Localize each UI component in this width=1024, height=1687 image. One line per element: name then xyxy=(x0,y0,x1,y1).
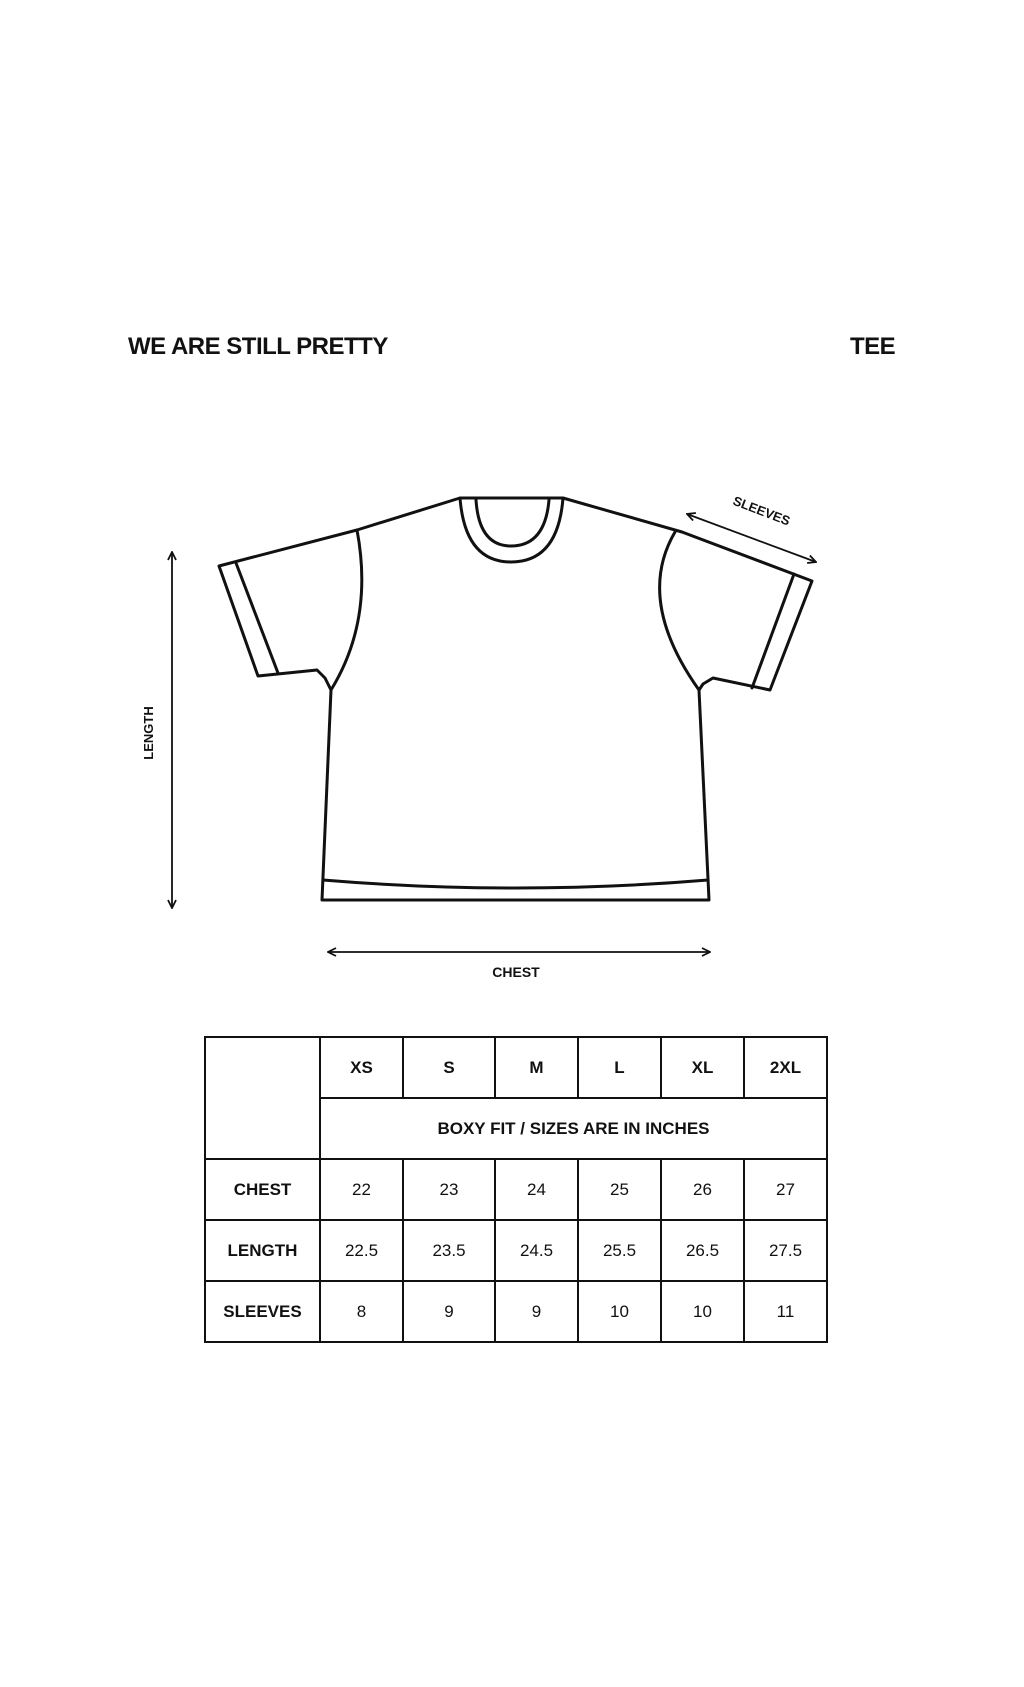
size-header-xl: XL xyxy=(661,1037,744,1098)
table-cell: 25.5 xyxy=(578,1220,661,1281)
sleeves-label: SLEEVES xyxy=(730,493,793,529)
table-cell: 26 xyxy=(661,1159,744,1220)
left-sleeve-cuff xyxy=(236,563,278,673)
table-cell: 9 xyxy=(403,1281,495,1342)
size-header-row xyxy=(205,1037,827,1098)
table-cell: 24 xyxy=(495,1159,578,1220)
table-row xyxy=(205,1159,827,1220)
table-corner-cell xyxy=(205,1037,320,1159)
table-cell: 8 xyxy=(320,1281,403,1342)
table-cell: 10 xyxy=(661,1281,744,1342)
table-cell: 23.5 xyxy=(403,1220,495,1281)
sleeves-arrow xyxy=(687,514,816,562)
collar-inner xyxy=(476,500,549,546)
size-header-s: S xyxy=(403,1037,495,1098)
brand-title: WE ARE STILL PRETTY xyxy=(128,333,388,360)
table-cell: 24.5 xyxy=(495,1220,578,1281)
table-cell: 9 xyxy=(495,1281,578,1342)
left-armhole-seam xyxy=(331,530,362,690)
table-cell: 11 xyxy=(744,1281,827,1342)
product-title: TEE xyxy=(850,333,896,360)
right-sleeve-cuff xyxy=(752,574,794,688)
table-cell: 27.5 xyxy=(744,1220,827,1281)
table-cell: 27 xyxy=(744,1159,827,1220)
fit-note: BOXY FIT / SIZES ARE IN INCHES xyxy=(320,1098,827,1159)
size-header-xs: XS xyxy=(320,1037,403,1098)
chest-label: CHEST xyxy=(492,964,540,980)
table-row xyxy=(205,1281,827,1342)
tee-outline xyxy=(219,498,812,900)
size-chart-table xyxy=(204,1036,828,1343)
hem-band xyxy=(323,880,708,888)
table-cell: 22 xyxy=(320,1159,403,1220)
table-cell: 25 xyxy=(578,1159,661,1220)
table-cell: 23 xyxy=(403,1159,495,1220)
table-cell: 26.5 xyxy=(661,1220,744,1281)
row-label-length: LENGTH xyxy=(205,1220,320,1281)
size-header-2xl: 2XL xyxy=(744,1037,827,1098)
table-row xyxy=(205,1220,827,1281)
row-label-chest: CHEST xyxy=(205,1159,320,1220)
tee-body-outline xyxy=(219,498,812,900)
table-cell: 22.5 xyxy=(320,1220,403,1281)
size-header-l: L xyxy=(578,1037,661,1098)
size-header-m: M xyxy=(495,1037,578,1098)
length-label: LENGTH xyxy=(141,706,156,760)
table-cell: 10 xyxy=(578,1281,661,1342)
row-label-sleeves: SLEEVES xyxy=(205,1281,320,1342)
right-armhole-seam xyxy=(660,532,699,690)
